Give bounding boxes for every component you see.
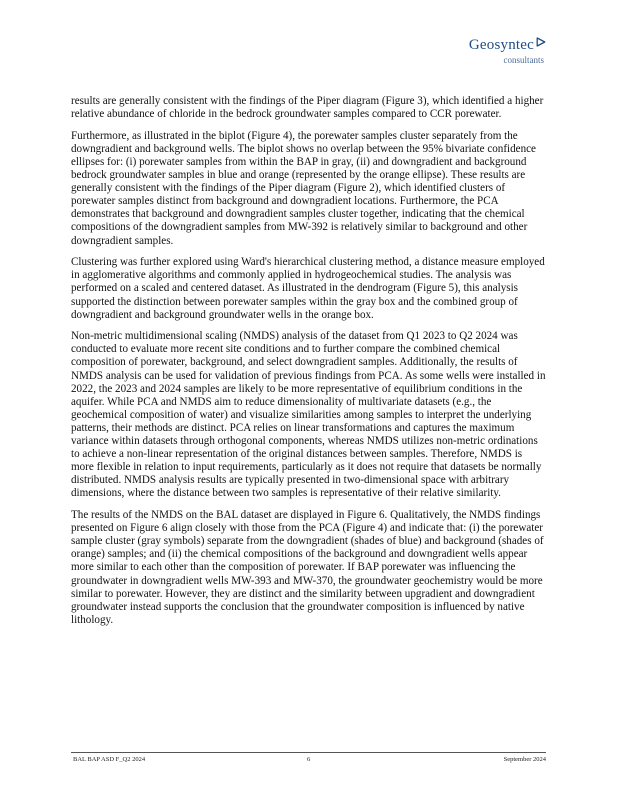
triangle-outline-icon	[536, 37, 546, 47]
company-logo	[469, 36, 546, 66]
page-footer	[71, 752, 546, 768]
footer-document-id: BAL BAP ASD F_Q2 2024	[73, 756, 146, 763]
company-name: Geosyntec	[468, 37, 534, 53]
paragraph-piper-results: results are generally consistent with the findings of the Piper diagram (Figure 3), which identified a higher relative abundance of chloride in the bedrock groundwater samples compared to CCR porewater.	[71, 95, 544, 121]
paragraph-nmds-results: The results of the NMDS on the BAL dataset are displayed in Figure 6. Qualitatively, the NMDS findings presented on Figure 6 align closely with those from the PCA (Figure 4) and indicate that: (i) the porewater sample cluster (gray symbols) separate from the downgradient (shades of blue) and background (shades of orange) samples; and (ii) the chemical compositions of the background and downgradient wells appear more similar to each other than the composition of porewater. If BAP porewater was influencing the groundwater in downgradient wells MW-393 and MW-370, the groundwater geochemistry would be more similar to porewater. However, they are distinct and the similarity between upgradient and downgradient groundwater instead supports the conclusion that the groundwater composition is influenced by native lithology.	[71, 509, 544, 626]
paragraph-biplot: Furthermore, as illustrated in the biplot (Figure 4), the porewater samples cluster separately from the downgradient and background wells. The biplot shows no overlap between the 95% bivariate confidence ellipses for: (i) porewater samples from within the BAP in gray, (ii) and downgradient and background bedrock groundwater samples in blue and orange (represented by the orange ellipse). These results are generally consistent with the findings of the Piper diagram (Figure 2), which identified clusters of porewater samples distinct from background and downgradient locations. Furthermore, the PCA demonstrates that background and downgradient samples cluster together, indicating that the chemical compositions of the downgradient samples from MW-392 is relatively similar to background and other downgradient samples.	[71, 129, 536, 247]
body-text	[71, 95, 547, 636]
paragraph-clustering: Clustering was further explored using Ward's hierarchical clustering method, a distance measure employed in agglomerative algorithms and commonly applied in hydrogeochemical studies. The analysis was performed on a scaled and centered dataset. As illustrated in the dendrogram (Figure 5), this analysis supported the distinction between porewater samples within the gray box and the combined group of downgradient and background groundwater wells in the orange box.	[71, 256, 545, 321]
company-subtitle: consultants	[503, 55, 544, 65]
footer-date: September 2024	[503, 756, 546, 763]
paragraph-nmds-method: Non-metric multidimensional scaling (NMDS) analysis of the dataset from Q1 2023 to Q2 2024 was conducted to evaluate more recent site conditions and to further compare the combined chemical composition of porewater, background, and select downgradient samples. Additionally, the results of NMDS analysis can be used for validation of previous findings from PCA. As some wells were installed in 2022, the 2023 and 2024 samples are likely to be more representative of equilibrium conditions in the aquifer. While PCA and NMDS aim to reduce dimensionality of multivariate datasets (e.g., the geochemical composition of water) and visualize similarities among samples to interpret the underlying patterns, their methods are distinct. PCA relies on linear transformations and captures the maximum variance within datasets through orthogonal components, whereas NMDS utilizes non-metric ordinations to achieve a non-linear representation of the original distances between samples. Therefore, NMDS is more flexible in relation to input requirements, particularly as it does not require that datasets be normally distributed. NMDS analysis results are typically presented in two-dimensional space with arbitrary dimensions, where the distance between two samples is representative of their relative similarity.	[71, 330, 546, 500]
footer-page-number: 6	[307, 756, 311, 763]
